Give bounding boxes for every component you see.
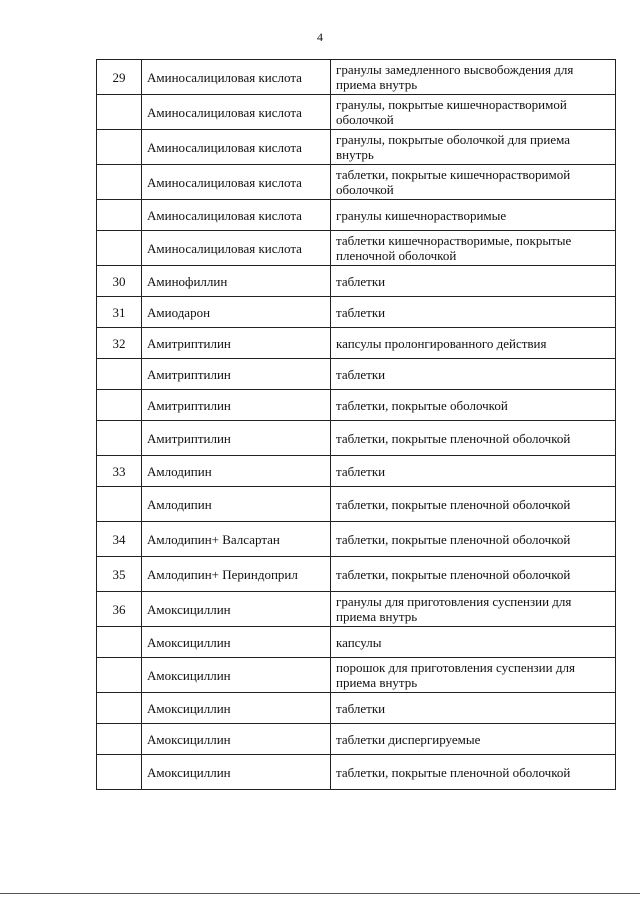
dosage-form: таблетки, покрытые оболочкой xyxy=(331,390,616,421)
row-number xyxy=(97,658,142,693)
table-row xyxy=(97,627,616,658)
row-number: 34 xyxy=(97,522,142,557)
row-number: 36 xyxy=(97,592,142,627)
row-number: 33 xyxy=(97,456,142,487)
row-number xyxy=(97,359,142,390)
table-row xyxy=(97,693,616,724)
dosage-form: таблетки, покрытые пленочной оболочкой xyxy=(331,487,616,522)
drug-name: Амлодипин+ Валсартан xyxy=(142,522,331,557)
drug-name: Амоксициллин xyxy=(142,658,331,693)
drug-name: Амлодипин xyxy=(142,487,331,522)
table-row xyxy=(97,266,616,297)
drug-name: Аминосалициловая кислота xyxy=(142,60,331,95)
row-number xyxy=(97,200,142,231)
table-row xyxy=(97,95,616,130)
table-row xyxy=(97,60,616,95)
row-number: 35 xyxy=(97,557,142,592)
table-row xyxy=(97,592,616,627)
row-number: 32 xyxy=(97,328,142,359)
row-number xyxy=(97,231,142,266)
drug-name: Амитриптилин xyxy=(142,359,331,390)
dosage-form: таблетки, покрытые кишечнорастворимой оболочкой xyxy=(331,165,616,200)
row-number: 31 xyxy=(97,297,142,328)
dosage-form: таблетки, покрытые пленочной оболочкой xyxy=(331,755,616,790)
page-bottom-rule xyxy=(0,893,640,894)
table-row xyxy=(97,755,616,790)
dosage-form: таблетки, покрытые пленочной оболочкой xyxy=(331,522,616,557)
table-row xyxy=(97,421,616,456)
drug-name: Амлодипин+ Периндоприл xyxy=(142,557,331,592)
row-number xyxy=(97,627,142,658)
table-row xyxy=(97,297,616,328)
table-row xyxy=(97,328,616,359)
dosage-form: таблетки, покрытые пленочной оболочкой xyxy=(331,421,616,456)
table-row xyxy=(97,390,616,421)
table-row xyxy=(97,200,616,231)
drug-name: Амитриптилин xyxy=(142,390,331,421)
dosage-form: таблетки xyxy=(331,693,616,724)
table-row xyxy=(97,165,616,200)
table-row xyxy=(97,658,616,693)
table-row xyxy=(97,557,616,592)
row-number xyxy=(97,165,142,200)
drug-name: Амоксициллин xyxy=(142,627,331,658)
drug-name: Аминофиллин xyxy=(142,266,331,297)
drug-name: Амоксициллин xyxy=(142,755,331,790)
dosage-form: гранулы для приготовления суспензии для приема внутрь xyxy=(331,592,616,627)
drug-name: Аминосалициловая кислота xyxy=(142,165,331,200)
dosage-form: гранулы, покрытые кишечнорастворимой оболочкой xyxy=(331,95,616,130)
dosage-form: таблетки xyxy=(331,266,616,297)
drug-name: Аминосалициловая кислота xyxy=(142,130,331,165)
dosage-form: капсулы xyxy=(331,627,616,658)
row-number: 30 xyxy=(97,266,142,297)
table-row xyxy=(97,231,616,266)
drug-name: Амиодарон xyxy=(142,297,331,328)
drug-name: Аминосалициловая кислота xyxy=(142,231,331,266)
dosage-form: таблетки xyxy=(331,297,616,328)
table-row xyxy=(97,522,616,557)
row-number xyxy=(97,693,142,724)
row-number xyxy=(97,390,142,421)
dosage-form: гранулы замедленного высвобождения для приема внутрь xyxy=(331,60,616,95)
drug-name: Амитриптилин xyxy=(142,328,331,359)
dosage-form: таблетки xyxy=(331,359,616,390)
row-number xyxy=(97,95,142,130)
table-row xyxy=(97,724,616,755)
dosage-form: таблетки диспергируемые xyxy=(331,724,616,755)
table-row xyxy=(97,487,616,522)
drug-table xyxy=(96,59,616,790)
dosage-form: гранулы кишечнорастворимые xyxy=(331,200,616,231)
drug-name: Амлодипин xyxy=(142,456,331,487)
drug-name: Аминосалициловая кислота xyxy=(142,200,331,231)
dosage-form: капсулы пролонгированного действия xyxy=(331,328,616,359)
dosage-form: гранулы, покрытые оболочкой для приема внутрь xyxy=(331,130,616,165)
row-number: 29 xyxy=(97,60,142,95)
drug-name: Амитриптилин xyxy=(142,421,331,456)
drug-name: Амоксициллин xyxy=(142,724,331,755)
dosage-form: таблетки кишечнорастворимые, покрытые пленочной оболочкой xyxy=(331,231,616,266)
drug-name: Аминосалициловая кислота xyxy=(142,95,331,130)
row-number xyxy=(97,487,142,522)
dosage-form: таблетки xyxy=(331,456,616,487)
row-number xyxy=(97,755,142,790)
row-number xyxy=(97,421,142,456)
drug-name: Амоксициллин xyxy=(142,693,331,724)
dosage-form: таблетки, покрытые пленочной оболочкой xyxy=(331,557,616,592)
drug-name: Амоксициллин xyxy=(142,592,331,627)
row-number xyxy=(97,130,142,165)
table-row xyxy=(97,130,616,165)
table-row xyxy=(97,456,616,487)
page-number: 4 xyxy=(317,30,323,44)
dosage-form: порошок для приготовления суспензии для приема внутрь xyxy=(331,658,616,693)
row-number xyxy=(97,724,142,755)
table-row xyxy=(97,359,616,390)
